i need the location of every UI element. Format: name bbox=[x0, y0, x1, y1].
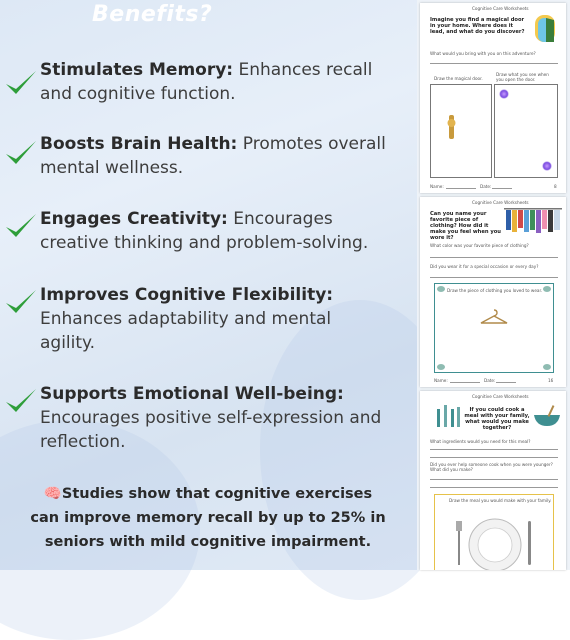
mixing-bowl-icon bbox=[532, 405, 562, 427]
worksheet-prompt: Did you ever help someone cook when you were younger? What did you make? bbox=[430, 462, 553, 472]
answer-line bbox=[430, 457, 558, 458]
benefit-text: Improves Cognitive Flexibility: Enhances adaptability and mental agility. bbox=[40, 285, 334, 353]
worksheet-prompt: What ingredients would you need for this meal? bbox=[430, 439, 531, 444]
sparkle-icon bbox=[542, 161, 552, 171]
yarn-icon bbox=[543, 364, 551, 370]
plate-icon bbox=[455, 513, 535, 570]
benefit-title: Stimulates Memory: bbox=[40, 60, 234, 80]
door-handle-icon bbox=[445, 115, 459, 139]
checkmark-icon bbox=[4, 386, 38, 416]
benefit-title: Engages Creativity: bbox=[40, 209, 228, 229]
answer-line bbox=[430, 449, 558, 450]
date-label: Date: bbox=[480, 184, 492, 189]
box-label: Draw the magical door. bbox=[434, 76, 483, 81]
brain-icon: 🧠 bbox=[43, 486, 62, 502]
answer-line bbox=[430, 479, 558, 480]
date-label: Date: bbox=[484, 378, 496, 383]
benefit-text: Engages Creativity: Encourages creative thinking and problem-solving. bbox=[40, 209, 369, 253]
worksheet-question: If you could cook a meal with your family, what would you make together? bbox=[464, 407, 530, 431]
name-line bbox=[450, 382, 480, 383]
worksheet-prompt: What color was your favorite piece of clothing? bbox=[430, 243, 529, 248]
answer-line bbox=[430, 257, 558, 258]
hanger-icon bbox=[479, 308, 509, 326]
benefit-title: Boosts Brain Health: bbox=[40, 134, 238, 154]
worksheet-header: Cognitive Care Worksheets bbox=[472, 394, 529, 399]
drawing-box bbox=[494, 84, 558, 178]
answer-line bbox=[430, 63, 558, 64]
checkmark-icon bbox=[4, 211, 38, 241]
page-number: 8 bbox=[554, 184, 557, 189]
worksheet-prompt: What would you bring with you on this adventure? bbox=[430, 51, 536, 56]
name-label: Name: bbox=[434, 378, 448, 383]
name-label: Name: bbox=[430, 184, 444, 189]
worksheet-page bbox=[420, 391, 566, 570]
door-icon bbox=[532, 13, 560, 43]
date-line bbox=[492, 188, 512, 189]
benefit-title: Improves Cognitive Flexibility: bbox=[40, 285, 334, 305]
box-label: Draw the piece of clothing you loved to wear. bbox=[447, 288, 543, 293]
checkmark-icon bbox=[4, 68, 38, 98]
benefit-text: Stimulates Memory: Enhances recall and cognitive function. bbox=[40, 60, 373, 104]
checkmark-icon bbox=[4, 287, 38, 317]
date-line bbox=[496, 382, 516, 383]
name-line bbox=[446, 188, 476, 189]
worksheet-header: Cognitive Care Worksheets bbox=[472, 200, 529, 205]
benefit-title: Supports Emotional Well-being: bbox=[40, 384, 344, 404]
drawing-box bbox=[434, 494, 554, 570]
benefit-text: Supports Emotional Well-being: Encourages positive self-expression and reflection. bbox=[40, 384, 382, 452]
worksheet-page bbox=[420, 197, 566, 387]
answer-line bbox=[430, 277, 558, 278]
yarn-icon bbox=[437, 364, 445, 370]
section-heading: Benefits? bbox=[92, 2, 213, 27]
worksheet-question: Imagine you find a magical door in your home. Where does it lead, and what do you discover? bbox=[430, 17, 525, 35]
yarn-icon bbox=[437, 286, 445, 292]
box-label: Draw what you see when you open the door. bbox=[496, 72, 549, 82]
worksheet-question: Can you name your favorite piece of clothing? How did it make you feel when you wore it? bbox=[430, 211, 502, 241]
utensils-icon bbox=[434, 403, 462, 429]
clothing-rack-icon bbox=[504, 207, 562, 233]
drawing-box bbox=[430, 84, 492, 178]
sparkle-icon bbox=[499, 89, 509, 99]
yarn-icon bbox=[543, 286, 551, 292]
study-note: 🧠Studies show that cognitive exercises can improve memory recall by up to 25% in seniors with mild cognitive impairment. bbox=[30, 486, 386, 550]
worksheet-prompt: Did you wear it for a special occasion or every day? bbox=[430, 264, 539, 269]
worksheet-header: Cognitive Care Worksheets bbox=[472, 6, 529, 11]
drawing-box bbox=[434, 283, 554, 373]
worksheet-page bbox=[420, 3, 566, 193]
box-label: Draw the meal you would make with your family. bbox=[449, 498, 552, 503]
page-number: 16 bbox=[548, 378, 554, 383]
checkmark-icon bbox=[4, 138, 38, 168]
answer-line bbox=[430, 487, 558, 488]
benefit-text: Boosts Brain Health: Promotes overall mental wellness. bbox=[40, 134, 386, 178]
